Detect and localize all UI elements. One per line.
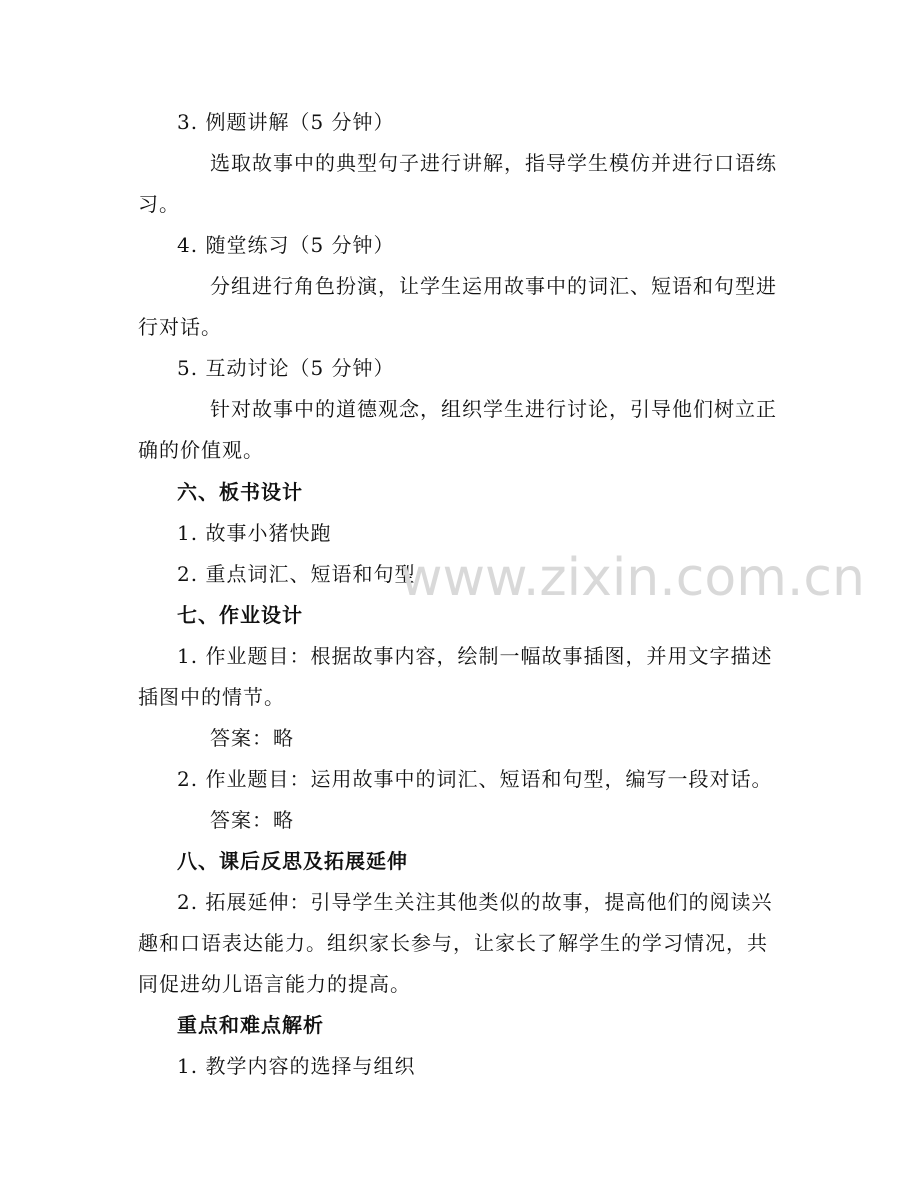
section-heading-reflection-extension: 八、课后反思及拓展延伸 [177, 849, 408, 873]
watermark: www.zixin.com.cn [400, 548, 865, 608]
list-item: 1. 作业题目：根据故事内容，绘制一幅故事插图，并用文字描述 [177, 644, 773, 668]
answer-line: 答案：略 [210, 808, 294, 832]
paragraph-line: 选取故事中的典型句子进行讲解，指导学生模仿并进行口语练 [210, 151, 777, 175]
paragraph-line: 同促进幼儿语言能力的提高。 [138, 972, 411, 996]
paragraph-line: 分组进行角色扮演，让学生运用故事中的词汇、短语和句型进 [210, 274, 777, 298]
paragraph-line: 针对故事中的道德观念，组织学生进行讨论，引导他们树立正 [210, 397, 777, 421]
paragraph-line: 确的价值观。 [138, 438, 264, 462]
list-item: 2. 重点词汇、短语和句型 [177, 562, 416, 586]
section-heading-board-design: 六、板书设计 [177, 480, 303, 504]
section-item-classroom-practice: 4. 随堂练习（5 分钟） [177, 233, 395, 257]
paragraph-line: 习。 [138, 192, 180, 216]
list-item: 2. 拓展延伸：引导学生关注其他类似的故事，提高他们的阅读兴 [177, 890, 773, 914]
paragraph-line: 趣和口语表达能力。组织家长参与，让家长了解学生的学习情况，共 [138, 931, 768, 955]
paragraph-line: 行对话。 [138, 315, 222, 339]
section-heading-homework-design: 七、作业设计 [177, 603, 303, 627]
list-item: 1. 故事小猪快跑 [177, 521, 332, 545]
answer-line: 答案：略 [210, 726, 294, 750]
list-item: 1. 教学内容的选择与组织 [177, 1054, 416, 1078]
paragraph-line: 插图中的情节。 [138, 685, 285, 709]
section-item-example-explanation: 3. 例题讲解（5 分钟） [177, 110, 395, 134]
list-item: 2. 作业题目：运用故事中的词汇、短语和句型，编写一段对话。 [177, 767, 773, 791]
section-heading-key-difficult-points: 重点和难点解析 [177, 1013, 324, 1037]
section-item-interactive-discussion: 5. 互动讨论（5 分钟） [177, 356, 395, 380]
